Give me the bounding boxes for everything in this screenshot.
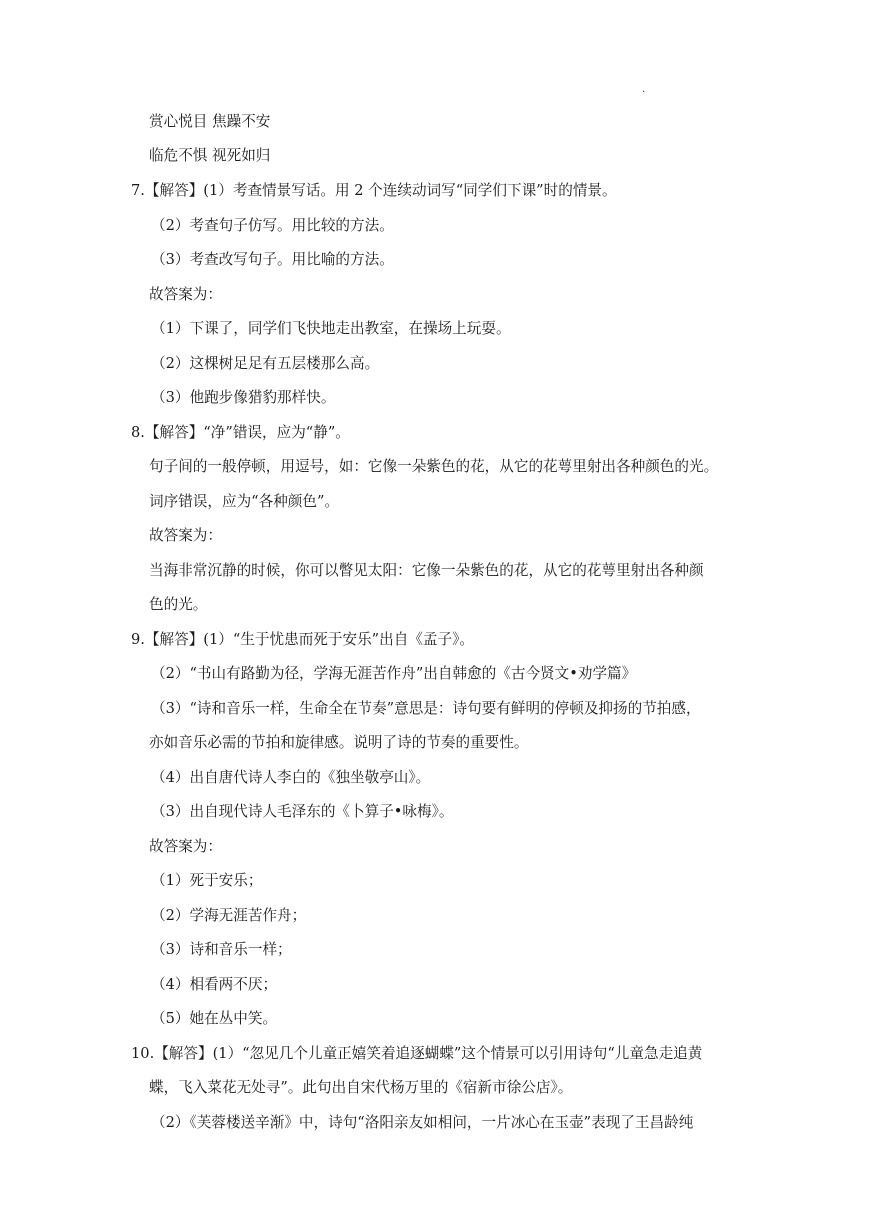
text-line: （2）学海无涯苦作舟； <box>151 907 307 924</box>
text-line: 赏心悦目 焦躁不安 <box>149 113 271 130</box>
text-line: （2）“书山有路勤为径，学海无涯苦作舟”出自韩愈的《古今贤文•劝学篇》 <box>151 665 637 682</box>
text-line: 当海非常沉静的时候，你可以瞥见太阳：它像一朵紫色的花，从它的花萼里射出各种颜 <box>149 562 704 579</box>
text-line: 临危不惧 视死如归 <box>149 147 271 164</box>
question-10-answer: 10.【解答】(1）“忽见几个儿童正嬉笑着追逐蝴蝶”这个情景可以引用诗句“儿童急走追黄 <box>131 1045 703 1062</box>
question-9-answer: 9.【解答】(1）“生于忧患而死于安乐”出自《孟子》。 <box>131 631 474 648</box>
question-7-answer: 7.【解答】(1）考查情景写话。用 2 个连续动词写“同学们下课”时的情景。 <box>131 182 617 199</box>
text-line: 色的光。 <box>149 596 208 613</box>
text-line: （2）考查句子仿写。用比较的方法。 <box>151 217 394 234</box>
text-line: （2）《芙蓉楼送辛渐》中，诗句“洛阳亲友如相问，一片冰心在玉壶”表现了王昌龄纯 <box>151 1114 694 1131</box>
text-line: （4）相看两不厌； <box>151 976 278 993</box>
text-line: （1）下课了，同学们飞快地走出教室，在操场上玩耍。 <box>151 320 511 337</box>
text-line: （4）出自唐代诗人李白的《独坐敬亭山》。 <box>151 769 431 786</box>
header-mark: . <box>642 84 646 95</box>
text-line: （3）考查改写句子。用比喻的方法。 <box>151 251 394 268</box>
text-line: 词序错误，应为“各种颜色”。 <box>149 493 340 510</box>
text-line: （2）这棵树足足有五层楼那么高。 <box>151 355 380 372</box>
text-line: 故答案为： <box>149 838 222 855</box>
text-line: （3）“诗和音乐一样，生命全在节奏”意思是：诗句要有鲜明的停顿及抑扬的节拍感， <box>151 700 701 717</box>
text-line: 亦如音乐必需的节拍和旋律感。说明了诗的节奏的重要性。 <box>149 734 529 751</box>
text-line: 故答案为： <box>149 286 222 303</box>
text-line: 蝶，飞入菜花无处寻”。此句出自宋代杨万里的《宿新市徐公店》。 <box>149 1079 573 1096</box>
text-line: （3）他跑步像猎豹那样快。 <box>151 389 336 406</box>
question-8-answer: 8.【解答】“净”错误，应为“静”。 <box>131 424 350 441</box>
text-line: （1）死于安乐； <box>151 872 263 889</box>
text-line: 句子间的一般停顿，用逗号，如：它像一朵紫色的花，从它的花萼里射出各种颜色的光。 <box>149 458 719 475</box>
text-line: （5）她在丛中笑。 <box>151 1010 278 1027</box>
text-line: （3）诗和音乐一样； <box>151 941 292 958</box>
text-line: 故答案为： <box>149 527 222 544</box>
text-line: （3）出自现代诗人毛泽东的《卜算子•咏梅》。 <box>151 803 454 820</box>
